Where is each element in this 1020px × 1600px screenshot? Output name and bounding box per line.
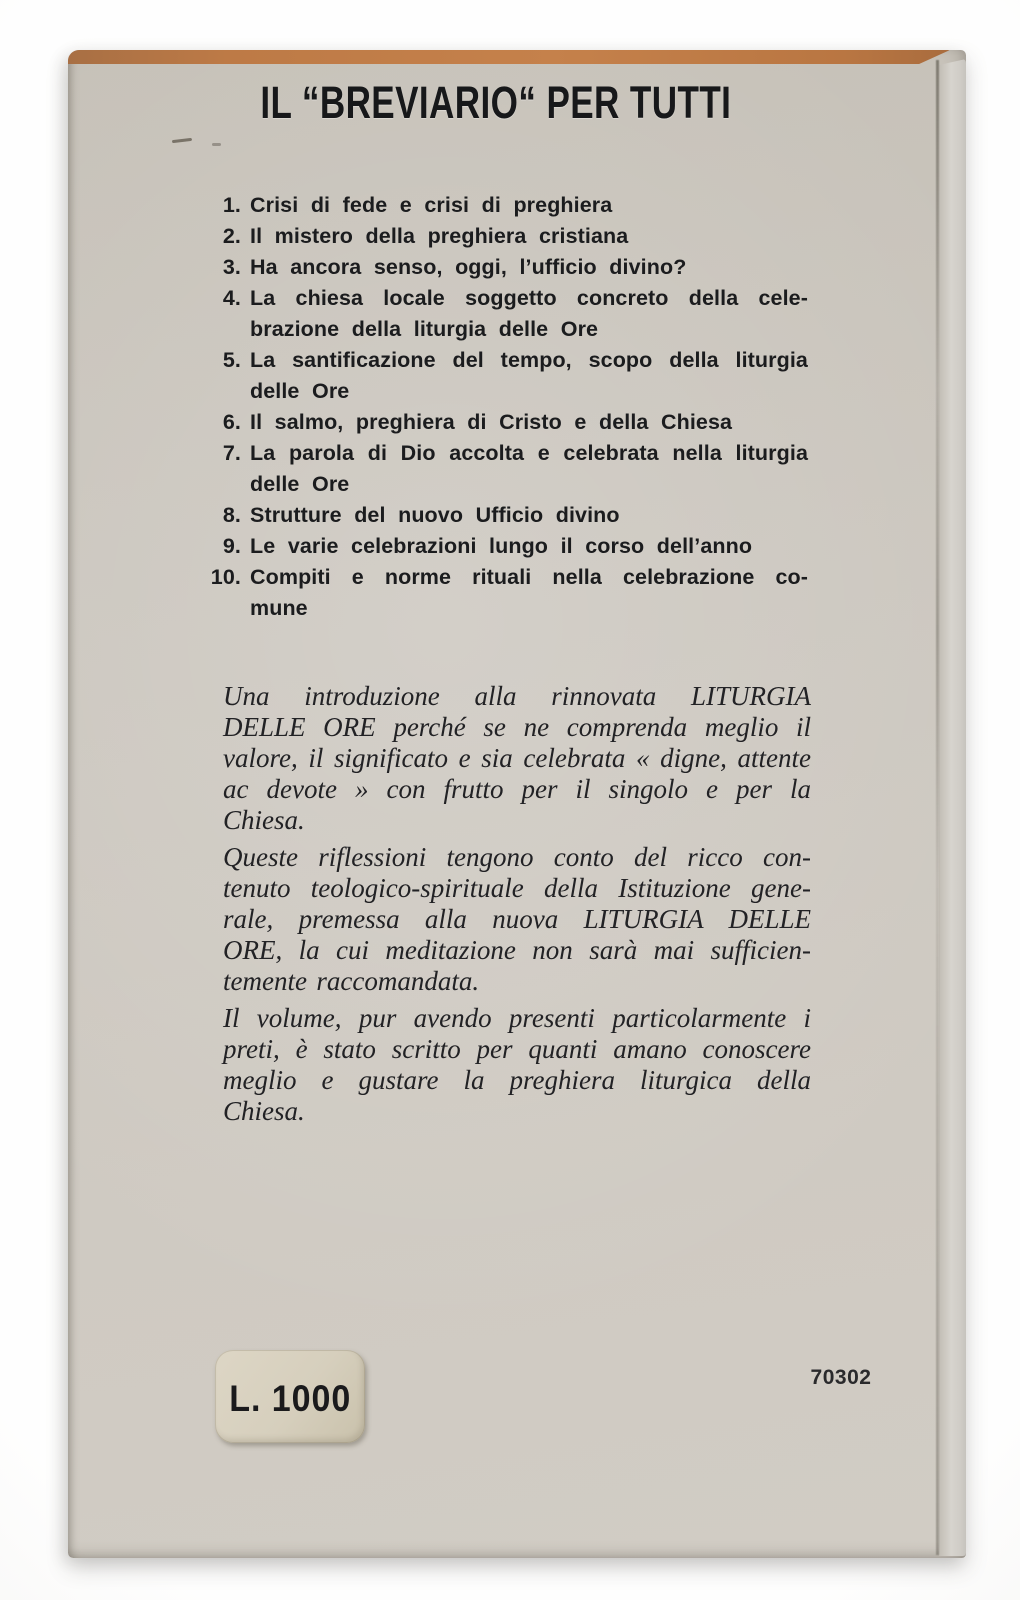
- toc-item: [203, 221, 808, 252]
- blurb-paragraph-lines: [223, 681, 811, 836]
- price-sticker: [215, 1350, 365, 1443]
- text-line: preti, è stato scritto per quanti amano conoscere: [223, 1034, 811, 1064]
- toc-item-number: 9.: [222, 534, 241, 558]
- blurb-paragraph: [223, 681, 811, 836]
- table-of-contents: [203, 190, 808, 624]
- page-title: [203, 77, 788, 129]
- text-line: Compiti e norme rituali nella celebrazione co-: [250, 565, 808, 589]
- toc-item: [203, 562, 808, 624]
- book-spine-top-edge: [68, 50, 950, 64]
- toc-item: [203, 500, 808, 531]
- blurb-paragraph-lines: [223, 1003, 811, 1127]
- text-line: Chiesa.: [223, 1096, 305, 1126]
- text-line: La santificazione del tempo, scopo della liturgia: [250, 348, 808, 372]
- text-line: Queste riflessioni tengono conto del ricco con-: [223, 842, 811, 872]
- toc-item-number: 1.: [222, 193, 241, 217]
- text-line: meglio e gustare la preghiera liturgica della: [223, 1065, 811, 1095]
- page-title-text: IL “BREVIARIO“ PER TUTTI: [260, 77, 731, 128]
- toc-item-text: [250, 345, 808, 407]
- toc-item: [203, 438, 808, 500]
- toc-item-text: [250, 221, 808, 252]
- text-line: ac devote » con frutto per il singolo e per la: [223, 774, 811, 804]
- cover-crease-line: [936, 60, 939, 1555]
- blurb-paragraph: [223, 1003, 811, 1127]
- toc-item-number: 2.: [222, 224, 241, 248]
- text-line: Il mistero della preghiera cristiana: [250, 224, 629, 248]
- toc-item-number: 7.: [222, 441, 241, 465]
- toc-item: [203, 531, 808, 562]
- text-line: tenuto teologico-spirituale della Istituzione gene-: [223, 873, 811, 903]
- toc-item-number: 4.: [222, 286, 241, 310]
- toc-item-text: [250, 283, 808, 345]
- toc-item-text: [250, 531, 808, 562]
- text-line: Una introduzione alla rinnovata LITURGIA: [223, 681, 811, 711]
- text-line: Crisi di fede e crisi di preghiera: [250, 193, 613, 217]
- blurb-paragraph: [223, 842, 811, 997]
- toc-item-text: [250, 562, 808, 624]
- toc-item-number: 8.: [222, 503, 241, 527]
- text-line: Strutture del nuovo Ufficio divino: [250, 503, 620, 527]
- toc-item-number: 5.: [222, 348, 241, 372]
- blurb-paragraph-lines: [223, 842, 811, 997]
- toc-item: [203, 407, 808, 438]
- price-label: L. 1000: [229, 1377, 351, 1419]
- toc-item-text: [250, 252, 808, 283]
- toc-item-number: 10.: [210, 565, 241, 589]
- toc-item-text: [250, 500, 808, 531]
- text-line: Le varie celebrazioni lungo il corso dell’anno: [250, 534, 753, 558]
- text-line: delle Ore: [250, 379, 350, 403]
- toc-item: [203, 345, 808, 407]
- text-line: DELLE ORE perché se ne comprenda meglio il: [223, 712, 811, 742]
- pencil-mark: [172, 138, 192, 143]
- text-line: La parola di Dio accolta e celebrata nella liturgia: [250, 441, 808, 465]
- toc-item-number: 6.: [222, 410, 241, 434]
- book-page-fore-edge: [939, 59, 966, 1556]
- text-line: rale, premessa alla nuova LITURGIA DELLE: [223, 904, 811, 934]
- text-line: delle Ore: [250, 472, 350, 496]
- text-line: Ha ancora senso, oggi, l’ufficio divino?: [250, 255, 687, 279]
- text-line: brazione della liturgia delle Ore: [250, 317, 599, 341]
- toc-item: [203, 283, 808, 345]
- text-line: Il volume, pur avendo presenti particolarmente i: [223, 1003, 811, 1033]
- text-line: temente raccomandata.: [223, 966, 480, 996]
- blurb: [223, 681, 811, 1133]
- toc-item: [203, 252, 808, 283]
- text-line: ORE, la cui meditazione non sarà mai sufficien-: [223, 935, 811, 965]
- text-line: mune: [250, 596, 308, 620]
- toc-item-number: 3.: [222, 255, 241, 279]
- text-line: valore, il significato e sia celebrata « digne, attente: [223, 743, 811, 773]
- book-back-cover: [68, 50, 966, 1558]
- toc-item: [203, 190, 808, 221]
- toc-item-text: [250, 190, 808, 221]
- text-line: Chiesa.: [223, 805, 305, 835]
- toc-item-text: [250, 438, 808, 500]
- catalog-code: 70302: [810, 1366, 872, 1389]
- text-line: Il salmo, preghiera di Cristo e della Chiesa: [250, 410, 733, 434]
- toc-item-text: [250, 407, 808, 438]
- text-line: La chiesa locale soggetto concreto della cele-: [250, 286, 808, 310]
- pencil-dot: [212, 143, 221, 146]
